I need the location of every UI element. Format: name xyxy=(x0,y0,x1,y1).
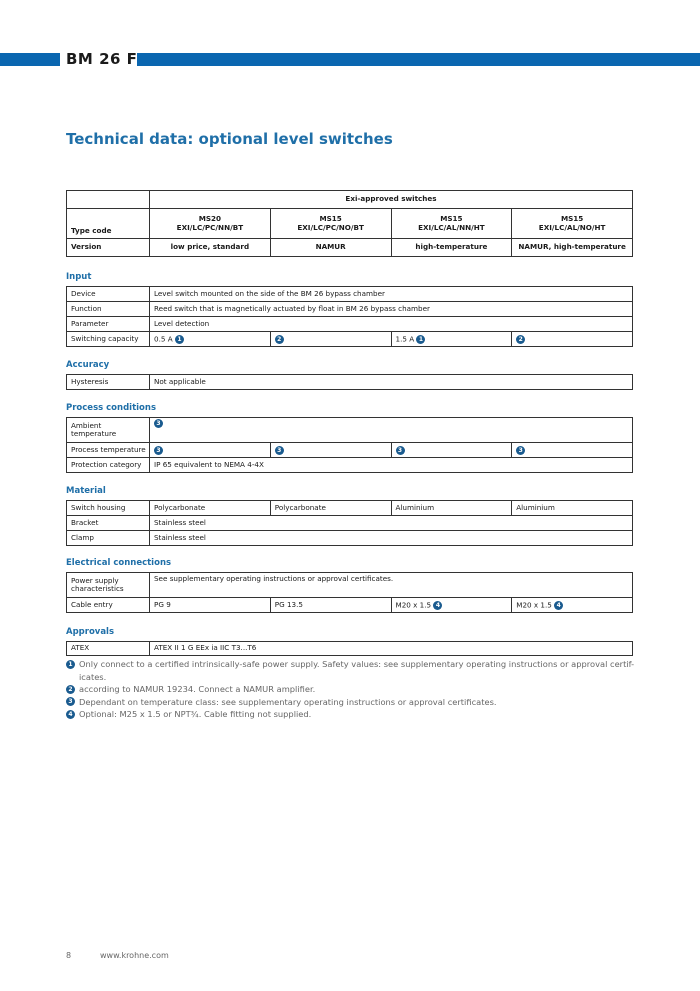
table-row xyxy=(67,458,633,473)
row-value xyxy=(270,332,391,347)
footnote-badge: 3 xyxy=(154,446,163,455)
approvals-section xyxy=(66,627,633,656)
value-text: 1.5 A xyxy=(395,334,415,343)
row-value xyxy=(512,332,633,347)
footnotes xyxy=(66,658,636,721)
footnote-badge: 3 xyxy=(66,697,75,706)
footnote-badge: 2 xyxy=(275,335,284,344)
row-value: Level switch mounted on the side of the BM 26 bypass chamber xyxy=(150,287,633,302)
electrical-connections-section xyxy=(66,558,633,613)
footnote-text: Only connect to a certified intrinsically-safe power supply. Safety values: see supplementary operating instructions or approval certif-icates. xyxy=(79,659,635,682)
row-value: Polycarbonate xyxy=(270,501,391,516)
row-value: PG 13.5 xyxy=(270,598,391,613)
model-code: EXI/LC/AL/NN/HT xyxy=(418,222,485,232)
footnote-badge: 1 xyxy=(416,335,425,344)
version-cell: low price, standard xyxy=(150,239,271,257)
row-value: Not applicable xyxy=(150,375,633,390)
row-value xyxy=(391,332,512,347)
type-code-row xyxy=(67,209,633,239)
section-title: Approvals xyxy=(66,627,115,637)
value-text: M20 x 1.5 xyxy=(395,600,432,609)
row-label: Ambient temperature xyxy=(67,418,150,443)
version-cell: NAMUR xyxy=(270,239,391,257)
row-label: Clamp xyxy=(67,531,150,546)
page-title: Technical data: optional level switches xyxy=(66,130,393,148)
accuracy-section xyxy=(66,360,633,390)
section-title: Electrical connections xyxy=(66,558,172,568)
type-code-cell xyxy=(391,209,512,239)
section-title: Process conditions xyxy=(66,403,156,413)
footnote-badge: 2 xyxy=(66,685,75,694)
document-title: BM 26 F xyxy=(66,50,138,68)
header-bar-left xyxy=(0,53,60,66)
row-label: Function xyxy=(67,302,150,317)
row-label: Bracket xyxy=(67,516,150,531)
row-label: Cable entry xyxy=(67,598,150,613)
table-row xyxy=(67,302,633,317)
row-value: Level detection xyxy=(150,317,633,332)
row-label: Process temperature xyxy=(67,443,150,458)
table-row xyxy=(67,443,633,458)
row-label: Switch housing xyxy=(67,501,150,516)
version-cell: NAMUR, high-temperature xyxy=(512,239,633,257)
table-row xyxy=(67,418,633,443)
model-code: EXI/LC/PC/NN/BT xyxy=(176,222,244,232)
value-text: 0.5 A xyxy=(154,334,173,343)
row-label: Switching capacity xyxy=(67,332,150,347)
table-row xyxy=(67,501,633,516)
row-label: Protection category xyxy=(67,458,150,473)
footnote-badge: 4 xyxy=(433,601,442,610)
footnote-text: Dependant on temperature class: see supplementary operating instructions or approval certificates. xyxy=(79,696,497,707)
table-row xyxy=(67,573,633,598)
row-value: See supplementary operating instructions or approval certificates. xyxy=(150,573,633,598)
row-value xyxy=(512,443,633,458)
model-name: MS15 xyxy=(319,214,342,224)
value-text: M20 x 1.5 xyxy=(516,600,552,609)
row-value xyxy=(150,418,633,443)
table-row xyxy=(67,531,633,546)
row-value xyxy=(391,598,512,613)
row-label: Device xyxy=(67,287,150,302)
row-label: ATEX xyxy=(67,642,150,656)
footnote-text: according to NAMUR 19234. Connect a NAMUR amplifier. xyxy=(79,684,316,694)
footer-url: www.krohne.com xyxy=(100,951,169,960)
type-code-table xyxy=(66,190,633,257)
page-number: 8 xyxy=(66,951,72,960)
section-title: Accuracy xyxy=(66,360,110,370)
row-value: Polycarbonate xyxy=(150,501,271,516)
group-label: Exi-approved switches xyxy=(150,191,633,209)
type-code-cell xyxy=(270,209,391,239)
row-label: Power supply characteristics xyxy=(67,573,150,598)
model-name: MS20 xyxy=(198,214,222,224)
model-name: MS15 xyxy=(440,214,463,224)
model-code: EXI/LC/AL/NO/HT xyxy=(538,222,606,232)
process-conditions-section xyxy=(66,403,633,473)
footnote-text: Optional: M25 x 1.5 or NPT¾. Cable fitting not supplied. xyxy=(79,709,312,719)
row-value: Reed switch that is magnetically actuated by float in BM 26 bypass chamber xyxy=(150,302,633,317)
table-row xyxy=(67,332,633,347)
row-value: PG 9 xyxy=(150,598,271,613)
footnote xyxy=(66,696,636,709)
row-value: Stainless steel xyxy=(150,531,633,546)
row-value: IP 65 equivalent to NEMA 4-4X xyxy=(150,458,633,473)
table-row xyxy=(67,317,633,332)
table-row xyxy=(67,287,633,302)
footnote xyxy=(66,708,636,721)
row-value xyxy=(270,443,391,458)
row-value: Aluminium xyxy=(391,501,512,516)
table-row xyxy=(67,516,633,531)
footnote xyxy=(66,658,636,683)
row-value: Stainless steel xyxy=(150,516,633,531)
row-label: Hysteresis xyxy=(67,375,150,390)
section-title: Input xyxy=(66,272,92,282)
row-value xyxy=(150,332,271,347)
row-value xyxy=(150,443,271,458)
table-row xyxy=(67,642,633,656)
type-code-label: Type code xyxy=(67,209,150,239)
footnote xyxy=(66,683,636,696)
table-row xyxy=(67,375,633,390)
footnote-badge: 3 xyxy=(154,419,163,428)
version-cell: high-temperature xyxy=(391,239,512,257)
row-value xyxy=(391,443,512,458)
row-value xyxy=(512,598,633,613)
row-value: ATEX II 1 G EEx ia IIC T3...T6 xyxy=(150,642,633,656)
model-code: EXI/LC/PC/NO/BT xyxy=(297,222,364,232)
row-value: Aluminium xyxy=(512,501,633,516)
footnote-badge: 3 xyxy=(516,446,525,455)
version-label: Version xyxy=(67,239,150,257)
version-row xyxy=(67,239,633,257)
type-code-cell xyxy=(150,209,271,239)
footnote-badge: 1 xyxy=(175,335,184,344)
footnote-badge: 2 xyxy=(516,335,525,344)
footnote-badge: 4 xyxy=(66,710,75,719)
footnote-badge: 1 xyxy=(66,660,75,669)
group-header-row xyxy=(67,191,633,209)
model-name: MS15 xyxy=(560,214,584,224)
type-code-cell xyxy=(512,209,633,239)
row-label: Parameter xyxy=(67,317,150,332)
footnote-badge: 3 xyxy=(275,446,284,455)
footnote-badge: 3 xyxy=(396,446,405,455)
table-row xyxy=(67,598,633,613)
empty-cell xyxy=(67,191,150,209)
section-title: Material xyxy=(66,486,106,496)
material-section xyxy=(66,486,633,546)
footnote-badge: 4 xyxy=(554,601,563,610)
header-bar-right xyxy=(137,53,700,66)
input-section xyxy=(66,272,633,347)
